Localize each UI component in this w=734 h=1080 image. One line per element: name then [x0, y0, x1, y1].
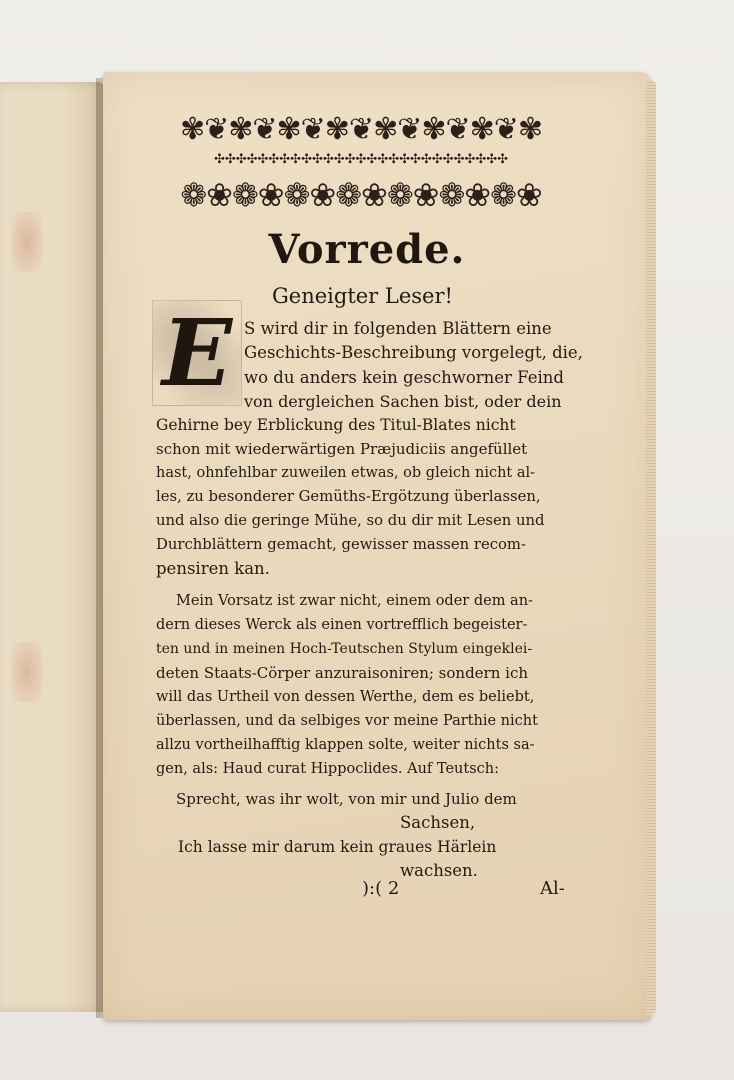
text-line: Gehirne bey Erblickung des Titul-Blates nicht [156, 416, 516, 434]
text-line: schon mit wiederwärtigen Præjudiciis angefüllet [156, 440, 528, 458]
verse-line: Sachsen, [400, 813, 476, 832]
text-line: Geschichts-Beschreibung vorgelegt, die, [244, 343, 583, 362]
text-line: ten und in meinen Hoch-Teutschen Stylum eingeklei- [156, 641, 533, 657]
text-line: Durchblättern gemacht, gewisser massen recom- [156, 536, 526, 553]
text-line: S wird dir in folgenden Blättern eine [244, 319, 552, 338]
ornament-border-middle: ✣✣✣✣✣✣✣✣✣✣✣✣✣✣✣✣✣✣✣✣✣✣✣✣✣✣✣ [213, 152, 509, 167]
page-stack-edge [646, 80, 656, 1015]
verse-line: wachsen. [400, 861, 478, 880]
text-line: wo du anders kein geschworner Feind [244, 368, 564, 387]
text-line: allzu vortheilhafftig klappen solte, weiter nichts sa- [156, 737, 535, 753]
text-line: von dergleichen Sachen bist, oder dein [244, 392, 562, 411]
signature-mark: ):( 2 [362, 878, 400, 899]
text-line: überlassen, und da selbiges vor meine Parthie nicht [156, 713, 538, 729]
text-line: dern dieses Werck als einen vortrefflich begeister- [156, 617, 528, 633]
page-title: Vorrede. [268, 226, 466, 273]
ornament-border-top: ✾❦✾❦✾❦✾❦✾❦✾❦✾❦✾ [179, 112, 543, 147]
text-line: les, zu besonderer Gemüths-Ergötzung überlassen, [156, 488, 541, 505]
text-line: deten Staats-Cörper anzuraisoniren; sondern ich [156, 664, 529, 682]
text-line: hast, ohnfehlbar zuweilen etwas, ob gleich nicht al- [156, 465, 536, 481]
left-page-edge [0, 82, 104, 1012]
verse-line: Sprecht, was ihr wolt, von mir und Julio dem [176, 790, 517, 808]
catchword: Al- [540, 878, 565, 899]
text-line: und also die geringe Mühe, so du dir mit Lesen und [156, 512, 545, 529]
verse-line: Ich lasse mir darum kein graues Härlein [178, 838, 497, 856]
decorated-initial-letter: E [152, 300, 242, 406]
text-line: will das Urtheil von dessen Werthe, dem es beliebt, [156, 689, 535, 705]
ornament-border-bottom: ❁❀❁❀❁❀❁❀❁❀❁❀❁❀ [180, 176, 542, 214]
salutation: Geneigter Leser! [272, 284, 453, 308]
text-line: pensiren kan. [156, 559, 270, 578]
text-line: gen, als: Haud curat Hippoclides. Auf Teutsch: [156, 761, 499, 777]
text-line: Mein Vorsatz ist zwar nicht, einem oder dem an- [176, 593, 533, 609]
stain [12, 642, 42, 702]
